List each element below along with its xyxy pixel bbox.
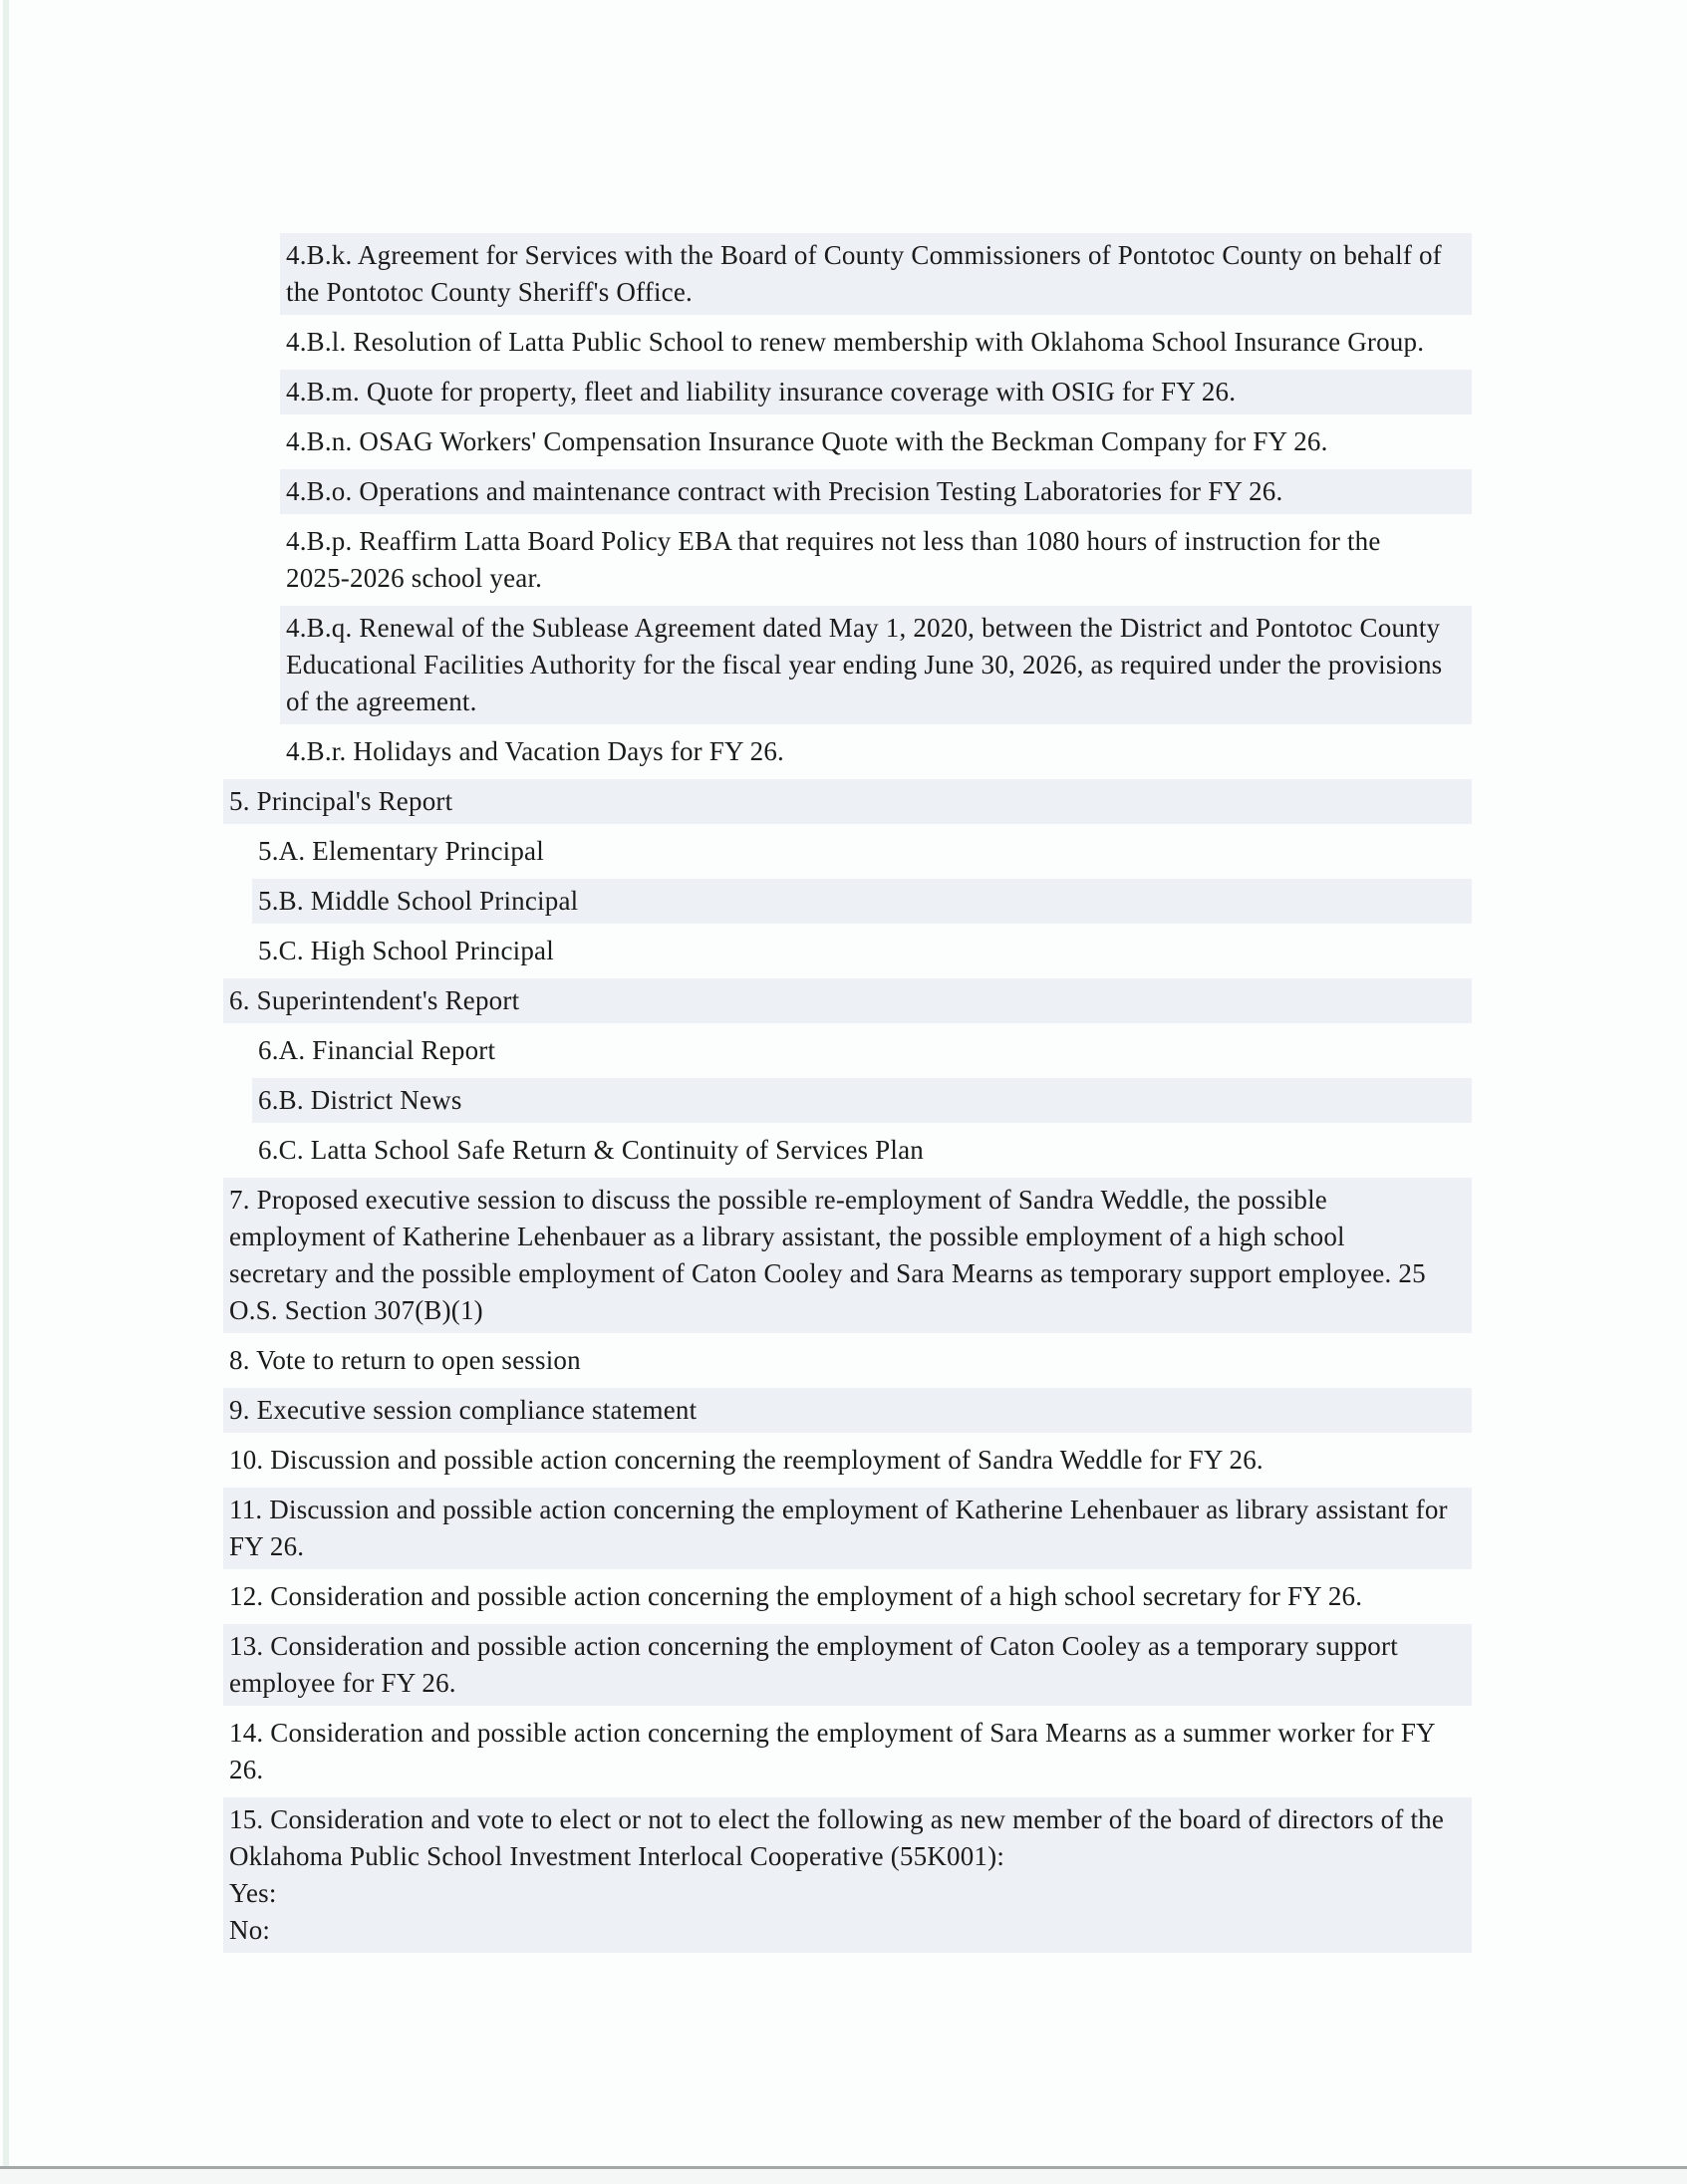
agenda-item-line: 4.B.p. Reaffirm Latta Board Policy EBA that requires not less than 1080 hours of instruction for the	[286, 526, 1381, 556]
agenda-item-line: 6. Superintendent's Report	[229, 985, 520, 1015]
agenda-item-line: 10. Discussion and possible action concerning the reemployment of Sandra Weddle for FY 26.	[229, 1445, 1264, 1475]
agenda-item	[223, 1438, 1472, 1483]
agenda-item-line: 4.B.m. Quote for property, fleet and liability insurance coverage with OSIG for FY 26.	[286, 377, 1237, 407]
agenda-item	[252, 1128, 1472, 1173]
agenda-item	[280, 519, 1472, 601]
agenda-item-line: 6.B. District News	[258, 1085, 462, 1115]
agenda-item-line: 7. Proposed executive session to discuss the possible re-employment of Sandra Weddle, the possible	[229, 1185, 1327, 1215]
agenda-item	[252, 829, 1472, 874]
agenda-item	[223, 1488, 1472, 1569]
agenda-item-line: 4.B.r. Holidays and Vacation Days for FY 26.	[286, 736, 784, 766]
agenda-item-line: 5.A. Elementary Principal	[258, 836, 544, 866]
agenda-item	[223, 1624, 1472, 1706]
agenda-item-line: 26.	[229, 1755, 264, 1784]
agenda-item-line: 9. Executive session compliance statement	[229, 1395, 698, 1425]
agenda-item-line: 5. Principal's Report	[229, 786, 453, 816]
agenda-item	[252, 1078, 1472, 1123]
agenda-item	[280, 469, 1472, 514]
agenda-item	[223, 978, 1472, 1023]
agenda-item	[223, 1574, 1472, 1619]
agenda-item	[280, 419, 1472, 464]
agenda-item-line: 5.C. High School Principal	[258, 936, 554, 965]
agenda-item-line: 2025-2026 school year.	[286, 563, 543, 593]
agenda-item-line: 11. Discussion and possible action concerning the employment of Katherine Lehenbauer as library assistant for	[229, 1495, 1448, 1524]
agenda-item	[223, 1797, 1472, 1953]
agenda-item	[223, 1711, 1472, 1792]
agenda-item-line: Oklahoma Public School Investment Interlocal Cooperative (55K001):	[229, 1841, 1005, 1871]
agenda-item	[223, 1388, 1472, 1433]
agenda-item	[223, 1178, 1472, 1333]
agenda-item-line: 6.A. Financial Report	[258, 1035, 496, 1065]
agenda-item	[223, 779, 1472, 824]
agenda-item	[252, 879, 1472, 924]
agenda-item	[252, 929, 1472, 973]
agenda-item-line: 4.B.q. Renewal of the Sublease Agreement dated May 1, 2020, between the District and Pontotoc County	[286, 613, 1441, 643]
agenda-item-line: 4.B.n. OSAG Workers' Compensation Insurance Quote with the Beckman Company for FY 26.	[286, 426, 1328, 456]
scan-background-below-page	[0, 2169, 1687, 2184]
agenda-item	[280, 233, 1472, 315]
agenda-item	[280, 370, 1472, 414]
agenda-item-line: 4.B.k. Agreement for Services with the Board of County Commissioners of Pontotoc County on behalf of	[286, 240, 1442, 270]
agenda-item-line: employment of Katherine Lehenbauer as a library assistant, the possible employment of a high school	[229, 1222, 1345, 1251]
agenda-item	[223, 1338, 1472, 1383]
agenda-item-line: 8. Vote to return to open session	[229, 1345, 581, 1375]
agenda-item-line: the Pontotoc County Sheriff's Office.	[286, 277, 693, 307]
agenda-item-line: 15. Consideration and vote to elect or not to elect the following as new member of the board of directors of the	[229, 1804, 1445, 1834]
agenda-item-line: 6.C. Latta School Safe Return & Continuity of Services Plan	[258, 1135, 924, 1165]
agenda-item-line: 4.B.l. Resolution of Latta Public School to renew membership with Oklahoma School Insurance Group.	[286, 327, 1425, 357]
agenda-item-line: Yes:	[229, 1878, 277, 1908]
agenda-item-line: 4.B.o. Operations and maintenance contract with Precision Testing Laboratories for FY 26.	[286, 476, 1283, 506]
agenda-item	[280, 606, 1472, 724]
agenda-item	[280, 729, 1472, 774]
agenda-item-line: 5.B. Middle School Principal	[258, 886, 579, 916]
agenda-item-line: 13. Consideration and possible action concerning the employment of Caton Cooley as a temporary support	[229, 1631, 1398, 1661]
agenda-item-line: Educational Facilities Authority for the fiscal year ending June 30, 2026, as required under the provisions	[286, 650, 1443, 680]
agenda-item-line: of the agreement.	[286, 686, 477, 716]
agenda-item	[280, 320, 1472, 365]
agenda-item	[252, 1028, 1472, 1073]
agenda-item-line: O.S. Section 307(B)(1)	[229, 1295, 483, 1325]
agenda-item-line: secretary and the possible employment of Caton Cooley and Sara Mearns as temporary support employee. 25	[229, 1258, 1426, 1288]
agenda-list	[0, 233, 1687, 1958]
agenda-item-line: FY 26.	[229, 1531, 305, 1561]
agenda-item-line: 12. Consideration and possible action concerning the employment of a high school secretary for FY 26.	[229, 1581, 1363, 1611]
agenda-item-line: 14. Consideration and possible action concerning the employment of Sara Mearns as a summer worker for FY	[229, 1718, 1436, 1748]
agenda-item-line: No:	[229, 1915, 271, 1945]
agenda-item-line: employee for FY 26.	[229, 1668, 456, 1698]
